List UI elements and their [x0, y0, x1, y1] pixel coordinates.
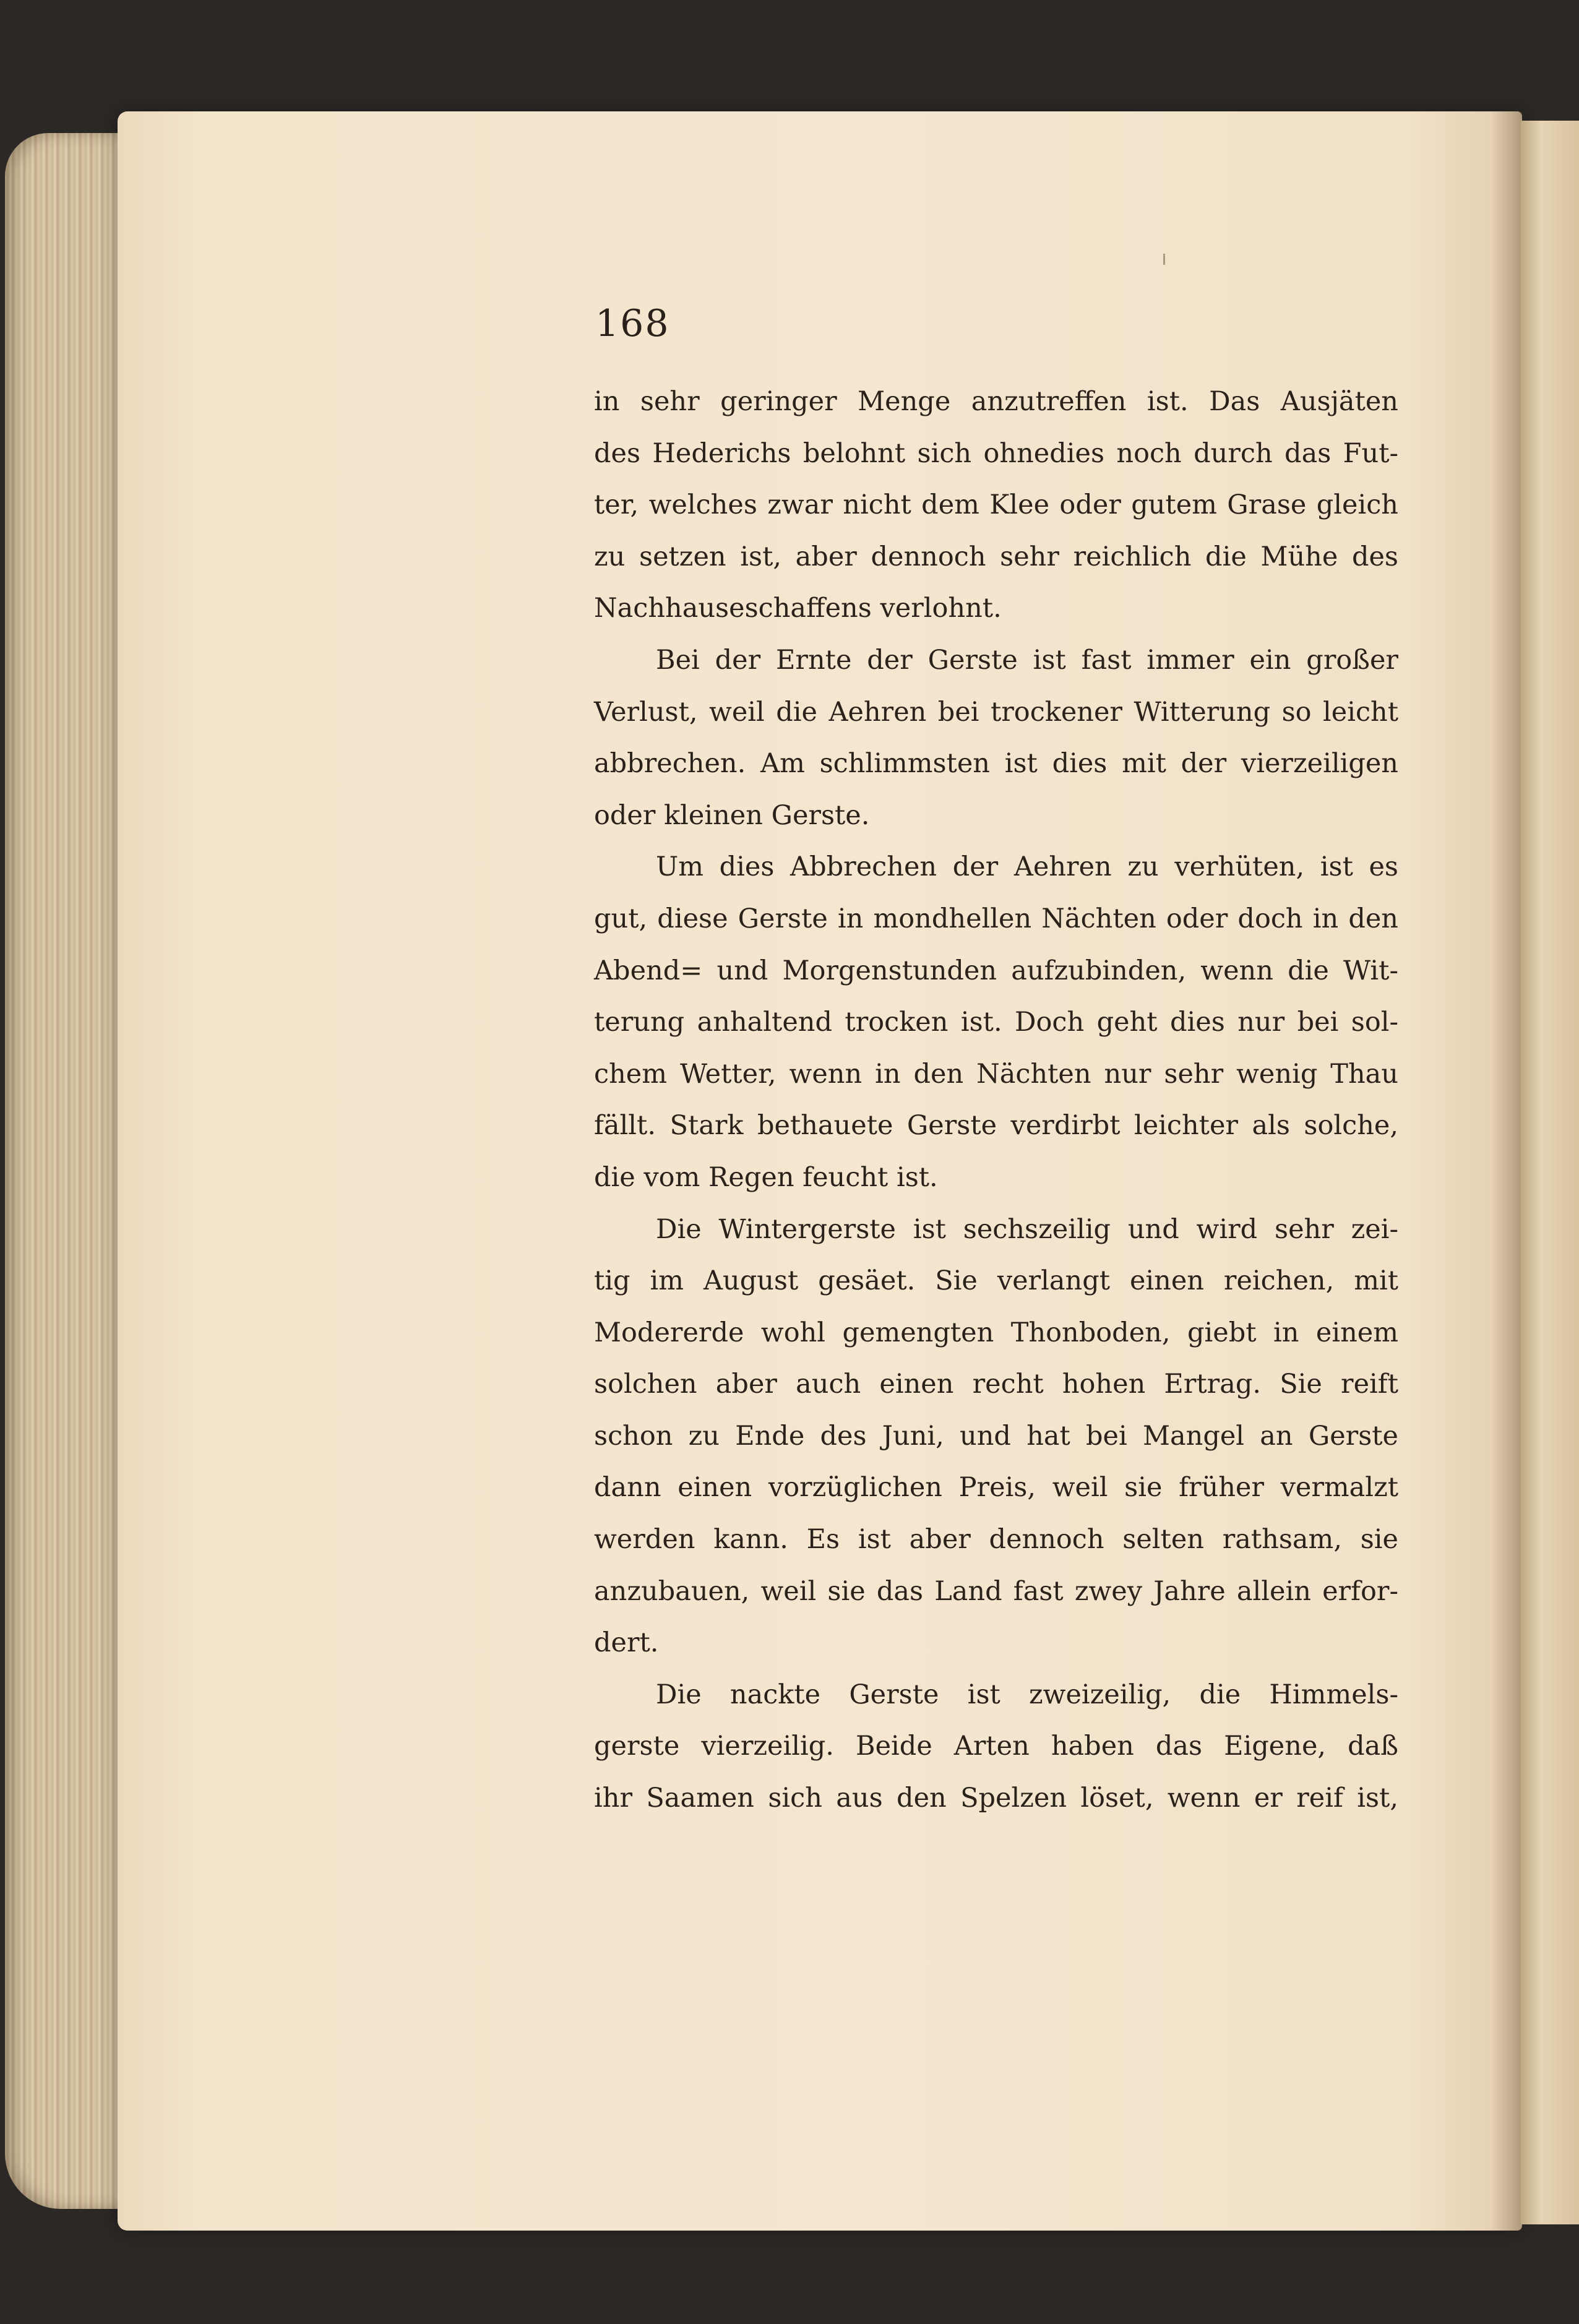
text-line: dert. [594, 1627, 659, 1659]
text-line: ihr Saamen sich aus den Spelzen löset, wenn er reif ist, [594, 1783, 1398, 1814]
text-line: abbrechen. Am schlimmsten ist dies mit der vierzeiligen [594, 748, 1398, 780]
paragraph [594, 1669, 1398, 1825]
text-line: zu setzen ist, aber dennoch sehr reichlich die Mühe des [594, 541, 1398, 572]
paragraph [594, 1204, 1398, 1669]
text-line: fällt. Stark bethauete Gerste verdirbt leichter als solche, [594, 1110, 1398, 1142]
text-line: solchen aber auch einen recht hohen Ertrag. Sie reift [594, 1369, 1398, 1400]
text-line: Bei der Ernte der Gerste ist fast immer ein großer [656, 644, 1398, 676]
paragraph [594, 376, 1398, 635]
text-line: gerste vierzeilig. Beide Arten haben das Eigene, daß [594, 1731, 1398, 1762]
text-line: des Hederichs belohnt sich ohnedies noch durch das Fut- [594, 437, 1398, 469]
text-line: Nachhauseschaffens verlohnt. [594, 593, 1002, 624]
gutter-shadow [1491, 111, 1522, 2231]
body-text [594, 376, 1398, 1825]
text-line: Abend= und Morgenstunden aufzubinden, wenn die Wit- [594, 955, 1398, 986]
text-line: oder kleinen Gerste. [594, 799, 870, 831]
text-line: Verlust, weil die Aehren bei trockener Witterung so leicht [594, 696, 1398, 728]
text-line: terung anhaltend trocken ist. Doch geht dies nur bei sol- [594, 1007, 1398, 1038]
text-line: werden kann. Es ist aber dennoch selten rathsam, sie [594, 1524, 1398, 1556]
ink-speck [1163, 254, 1165, 265]
facing-page-edge [1521, 121, 1579, 2224]
paragraph [594, 841, 1398, 1203]
text-line: dann einen vorzüglichen Preis, weil sie früher vermalzt [594, 1472, 1398, 1504]
text-line: in sehr geringer Menge anzutreffen ist. Das Ausjäten [594, 386, 1398, 417]
text-line: gut, diese Gerste in mondhellen Nächten oder doch in den [594, 903, 1398, 934]
text-line: Um dies Abbrechen der Aehren zu verhüten, ist es [656, 851, 1398, 883]
text-line: Modererde wohl gemengten Thonboden, giebt in einem [594, 1317, 1398, 1348]
text-line: die vom Regen feucht ist. [594, 1161, 938, 1193]
text-line: ter, welches zwar nicht dem Klee oder gutem Grase gleich [594, 489, 1398, 521]
text-line: schon zu Ende des Juni, und hat bei Mangel an Gerste [594, 1420, 1398, 1452]
text-line: tig im August gesäet. Sie verlangt einen reichen, mit [594, 1265, 1398, 1297]
text-line: Die nackte Gerste ist zweizeilig, die Himmels- [656, 1679, 1398, 1710]
text-line: anzubauen, weil sie das Land fast zwey Jahre allein erfor- [594, 1575, 1398, 1607]
text-line: Die Wintergerste ist sechszeilig und wird sehr zei- [656, 1213, 1398, 1245]
text-line: chem Wetter, wenn in den Nächten nur sehr wenig Thau [594, 1058, 1398, 1090]
paragraph [594, 635, 1398, 841]
page-number: 168 [595, 302, 670, 345]
